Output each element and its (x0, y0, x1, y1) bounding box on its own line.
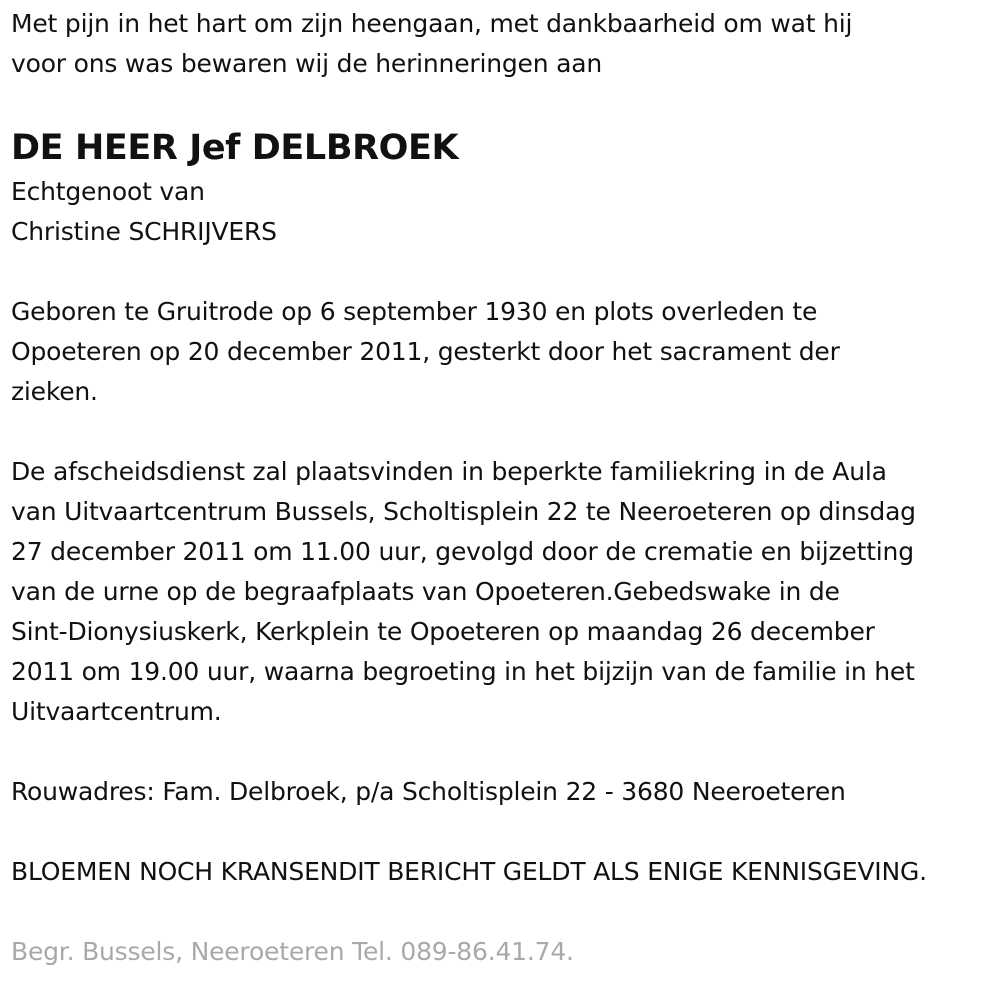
spouse-name: Christine SCHRIJVERS (11, 217, 277, 246)
spacer (11, 732, 996, 772)
service-line: van Uitvaartcentrum Bussels, Scholtisplein 22 te Neeroeteren op dinsdag (11, 497, 916, 526)
service-paragraph (11, 452, 996, 732)
service-line: De afscheidsdienst zal plaatsvinden in beperkte familiekring in de Aula (11, 457, 887, 486)
mourning-address: Rouwadres: Fam. Delbroek, p/a Scholtisplein 22 - 3680 Neeroeteren (11, 777, 846, 806)
spacer (11, 252, 996, 292)
service-line: van de urne op de begraafplaats van Opoeteren.Gebedswake in de (11, 577, 840, 606)
death-notice (11, 4, 996, 972)
service-line: Sint-Dionysiuskerk, Kerkplein te Opoeteren op maandag 26 december (11, 617, 875, 646)
deceased-name: DE HEER Jef DELBROEK (11, 128, 459, 168)
spacer (11, 892, 996, 932)
footer-paragraph (11, 932, 996, 972)
relation-line: Echtgenoot van (11, 177, 205, 206)
birth-death-line: Geboren te Gruitrode op 6 september 1930 en plots overleden te (11, 297, 818, 326)
funeral-home-contact: Begr. Bussels, Neeroeteren Tel. 089-86.41.74. (11, 937, 574, 966)
flowers-paragraph (11, 852, 996, 892)
intro-line: Met pijn in het hart om zijn heengaan, met dankbaarheid om wat hij (11, 9, 853, 38)
service-line: 2011 om 19.00 uur, waarna begroeting in het bijzijn van de familie in het (11, 657, 915, 686)
spacer (11, 812, 996, 852)
address-paragraph (11, 772, 996, 812)
birth-death-paragraph (11, 292, 996, 412)
intro-line: voor ons was bewaren wij de herinneringen aan (11, 49, 602, 78)
intro-paragraph (11, 4, 996, 84)
service-line: Uitvaartcentrum. (11, 697, 222, 726)
spacer (11, 412, 996, 452)
birth-death-line: zieken. (11, 377, 98, 406)
service-line: 27 december 2011 om 11.00 uur, gevolgd door de crematie en bijzetting (11, 537, 914, 566)
birth-death-line: Opoeteren op 20 december 2011, gesterkt door het sacrament der (11, 337, 840, 366)
flowers-notice: BLOEMEN NOCH KRANSENDIT BERICHT GELDT ALS ENIGE KENNISGEVING. (11, 857, 927, 886)
spacer (11, 84, 996, 124)
relation-paragraph (11, 172, 996, 252)
